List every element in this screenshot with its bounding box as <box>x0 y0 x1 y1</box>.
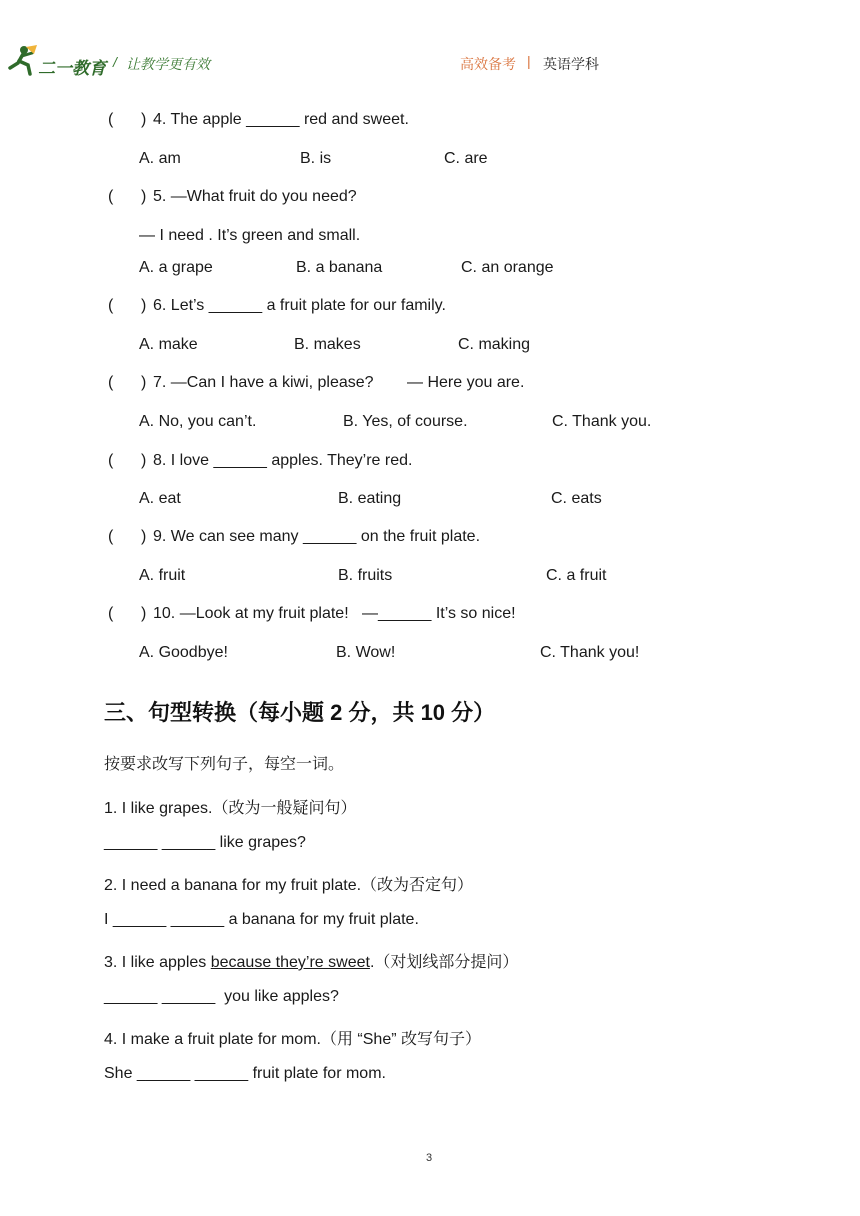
question-stem: 4. The apple ______ red and sweet. <box>153 111 409 128</box>
rewrite-answer-line: ______ ______ you like apples? <box>104 988 339 1005</box>
question-stem: 7. —Can I have a kiwi, please? <box>153 374 374 391</box>
answer-bracket-close: ) <box>141 297 147 314</box>
answer-bracket-close: ) <box>141 605 147 622</box>
slogan: 让教学更有效 <box>126 56 210 72</box>
page-number: 3 <box>426 1152 433 1164</box>
header-separator: | <box>527 53 531 69</box>
rewrite-answer-line: ______ ______ like grapes? <box>104 834 306 851</box>
answer-bracket-close: ) <box>141 188 147 205</box>
option-b: B. eating <box>338 490 402 507</box>
question-stem-reply: — Here you are. <box>407 374 525 391</box>
rewrite-prompt: 1. I like grapes.（改为一般疑问句） <box>104 800 357 817</box>
section-instruction: 按要求改写下列句子，每空一词。 <box>104 756 345 773</box>
question-stem: 5. —What fruit do you need? <box>153 188 357 205</box>
header-subject: 英语学科 <box>543 56 599 72</box>
answer-bracket-close: ) <box>141 111 147 128</box>
answer-bracket-open: ( <box>108 528 114 545</box>
option-c: C. Thank you! <box>540 644 640 661</box>
option-a: A. am <box>139 150 181 167</box>
prompt-text: 3. I like apples <box>104 954 211 971</box>
option-c: C. making <box>458 336 531 353</box>
header-left-label: 高效备考 <box>460 56 516 72</box>
option-c: C. are <box>444 150 488 167</box>
question-stem: 6. Let’s ______ a fruit plate for our family. <box>153 297 446 314</box>
answer-bracket-open: ( <box>108 188 114 205</box>
answer-bracket-open: ( <box>108 452 114 469</box>
logo <box>4 44 40 78</box>
question-stem-continued: — I need . It’s green and small. <box>139 227 361 244</box>
option-b: B. makes <box>294 336 361 353</box>
question-stem: 10. —Look at my fruit plate! —______ It’s so nice! <box>153 605 516 622</box>
prompt-instruction: .（对划线部分提问） <box>369 954 519 971</box>
answer-bracket-close: ) <box>141 374 147 391</box>
rewrite-prompt <box>104 949 518 972</box>
option-b: B. a banana <box>296 259 383 276</box>
question-stem: 9. We can see many ______ on the fruit plate. <box>153 528 481 545</box>
option-b: B. Wow! <box>336 644 396 661</box>
option-b: B. fruits <box>338 567 393 584</box>
section-title: 三、句型转换（每小题 2 分，共 10 分） <box>104 700 496 725</box>
runner-logo-icon <box>4 44 40 78</box>
answer-bracket-close: ) <box>141 452 147 469</box>
underlined-part: because they’re sweet <box>210 954 370 971</box>
logo-text: 二一教育 <box>38 59 106 78</box>
option-c: C. a fruit <box>546 567 607 584</box>
rewrite-prompt: 2. I need a banana for my fruit plate.（改为否定句） <box>104 877 474 894</box>
answer-bracket-open: ( <box>108 297 114 314</box>
answer-bracket-open: ( <box>108 111 114 128</box>
rewrite-answer-line: I ______ ______ a banana for my fruit plate. <box>104 911 419 928</box>
option-c: C. an orange <box>461 259 554 276</box>
option-b: B. is <box>300 150 332 167</box>
answer-bracket-close: ) <box>141 528 147 545</box>
option-a: A. fruit <box>139 567 186 584</box>
slogan-separator: / <box>113 54 117 70</box>
question-stem: 8. I love ______ apples. They’re red. <box>153 452 413 469</box>
option-a: A. No, you can’t. <box>139 413 257 430</box>
option-a: A. Goodbye! <box>139 644 228 661</box>
option-b: B. Yes, of course. <box>343 413 468 430</box>
rewrite-answer-line: She ______ ______ fruit plate for mom. <box>104 1065 386 1082</box>
answer-bracket-open: ( <box>108 374 114 391</box>
option-a: A. make <box>139 336 198 353</box>
rewrite-prompt: 4. I make a fruit plate for mom.（用 “She” 改写句子） <box>104 1031 481 1048</box>
option-c: C. Thank you. <box>552 413 652 430</box>
answer-bracket-open: ( <box>108 605 114 622</box>
option-a: A. a grape <box>139 259 213 276</box>
option-c: C. eats <box>551 490 602 507</box>
option-a: A. eat <box>139 490 181 507</box>
